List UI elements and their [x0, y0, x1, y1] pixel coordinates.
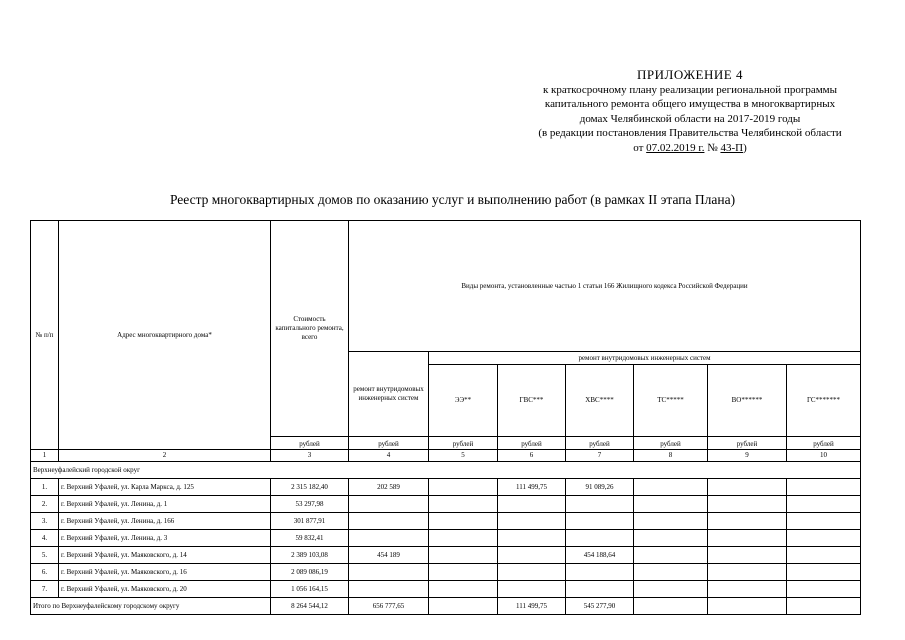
column-numbers-row	[31, 450, 861, 462]
document-title: Реестр многоквартирных домов по оказанию услуг и выполнению работ (в рамках II этапа Плана)	[169, 192, 736, 207]
unit-cell: рублей	[271, 437, 349, 450]
row-address: г. Верхний Уфалей, ул. Маяковского, д. 16	[59, 564, 271, 581]
row-hvs: 91 089,26	[566, 479, 634, 496]
row-ee	[429, 547, 498, 564]
unit-cell: рублей	[349, 437, 429, 450]
resolution-date: 07.02.2019 г.	[646, 141, 705, 154]
row-ee	[429, 564, 498, 581]
unit-cell: рублей	[566, 437, 634, 450]
column-number: 1	[31, 450, 59, 462]
row-vo	[708, 581, 787, 598]
header-ts: ТС*****	[634, 365, 708, 437]
row-cost: 2 389 103,08	[271, 547, 349, 564]
header-num: № п/п	[31, 221, 59, 450]
registry-table	[30, 220, 861, 615]
row-cost: 53 297,98	[271, 496, 349, 513]
unit-cell: рублей	[634, 437, 708, 450]
row-address: г. Верхний Уфалей, ул. Карла Маркса, д. 125	[59, 479, 271, 496]
column-number: 10	[787, 450, 861, 462]
header-row-1	[31, 221, 861, 352]
unit-cell: рублей	[708, 437, 787, 450]
row-ee	[429, 479, 498, 496]
row-gs	[787, 547, 861, 564]
appendix-header	[480, 68, 900, 155]
table-row	[31, 564, 861, 581]
row-internal-systems	[349, 513, 429, 530]
header-repair-types: Виды ремонта, установленные частью 1 статьи 166 Жилищного кодекса Российской Федерации	[349, 221, 861, 352]
row-ts	[634, 547, 708, 564]
resolution-number: 43-П	[720, 141, 744, 154]
total-gs	[787, 598, 861, 615]
header-hvs: ХВС****	[566, 365, 634, 437]
row-ts	[634, 496, 708, 513]
total-ts	[634, 598, 708, 615]
row-address: г. Верхний Уфалей, ул. Маяковского, д. 14	[59, 547, 271, 564]
row-gs	[787, 513, 861, 530]
row-hvs	[566, 513, 634, 530]
row-num: 5.	[31, 547, 59, 564]
row-internal-systems	[349, 564, 429, 581]
row-cost: 301 877,91	[271, 513, 349, 530]
row-num: 1.	[31, 479, 59, 496]
total-ee	[429, 598, 498, 615]
row-num: 3.	[31, 513, 59, 530]
row-hvs	[566, 530, 634, 547]
row-ee	[429, 581, 498, 598]
row-gvs	[498, 513, 566, 530]
row-hvs	[566, 564, 634, 581]
row-cost: 2 089 086,19	[271, 564, 349, 581]
row-ts	[634, 479, 708, 496]
header-ee: ЭЭ**	[429, 365, 498, 437]
total-cost: 8 264 544,12	[271, 598, 349, 615]
row-internal-systems	[349, 581, 429, 598]
column-number: 2	[59, 450, 271, 462]
column-number: 4	[349, 450, 429, 462]
row-vo	[708, 496, 787, 513]
table-row	[31, 581, 861, 598]
header-gs: ГС*******	[787, 365, 861, 437]
column-number: 9	[708, 450, 787, 462]
row-internal-systems	[349, 496, 429, 513]
column-number: 8	[634, 450, 708, 462]
appendix-line-1: к краткосрочному плану реализации региональной программы	[542, 83, 838, 96]
row-address: г. Верхний Уфалей, ул. Маяковского, д. 20	[59, 581, 271, 598]
row-gvs	[498, 530, 566, 547]
column-number: 3	[271, 450, 349, 462]
row-address: г. Верхний Уфалей, ул. Ленина, д. 1	[59, 496, 271, 513]
row-cost: 1 056 164,15	[271, 581, 349, 598]
row-address: г. Верхний Уфалей, ул. Ленина, д. 3	[59, 530, 271, 547]
header-address: Адрес многоквартирного дома*	[59, 221, 271, 450]
unit-cell: рублей	[498, 437, 566, 450]
unit-cell: рублей	[429, 437, 498, 450]
row-ts	[634, 581, 708, 598]
appendix-line-3: домах Челябинской области на 2017-2019 годы	[579, 112, 801, 125]
row-vo	[708, 530, 787, 547]
row-gs	[787, 581, 861, 598]
row-vo	[708, 513, 787, 530]
total-vo	[708, 598, 787, 615]
appendix-line-5	[480, 141, 900, 156]
row-gs	[787, 530, 861, 547]
row-gs	[787, 479, 861, 496]
total-internal: 656 777,65	[349, 598, 429, 615]
row-hvs: 454 188,64	[566, 547, 634, 564]
row-ee	[429, 530, 498, 547]
section-row	[31, 462, 861, 479]
row-hvs	[566, 581, 634, 598]
row-cost: 2 315 182,40	[271, 479, 349, 496]
column-number: 7	[566, 450, 634, 462]
row-ts	[634, 513, 708, 530]
appendix-line-5-suffix: )	[743, 141, 747, 154]
appendix-line-5-mid: №	[704, 141, 721, 154]
row-gvs	[498, 581, 566, 598]
row-gvs	[498, 496, 566, 513]
row-vo	[708, 547, 787, 564]
total-label: Итого по Верхнеуфалейскому городскому округу	[31, 598, 271, 615]
appendix-line-4: (в редакции постановления Правительства Челябинской области	[538, 127, 842, 139]
column-number: 6	[498, 450, 566, 462]
row-ts	[634, 530, 708, 547]
total-gvs: 111 499,75	[498, 598, 566, 615]
row-num: 4.	[31, 530, 59, 547]
table-row	[31, 513, 861, 530]
appendix-line-2: капитального ремонта общего имущества в многоквартирных	[544, 98, 836, 110]
header-gvs: ГВС***	[498, 365, 566, 437]
row-num: 6.	[31, 564, 59, 581]
row-gs	[787, 496, 861, 513]
header-cost: Стоимость капитального ремонта, всего	[271, 221, 349, 437]
appendix-title: ПРИЛОЖЕНИЕ 4	[637, 67, 743, 82]
row-gs	[787, 564, 861, 581]
table-row	[31, 547, 861, 564]
row-ee	[429, 513, 498, 530]
unit-cell: рублей	[787, 437, 861, 450]
row-num: 2.	[31, 496, 59, 513]
header-vo: ВО******	[708, 365, 787, 437]
appendix-line-5-prefix: от	[633, 141, 647, 154]
row-ts	[634, 564, 708, 581]
header-internal-systems: ремонт внутридомовых инженерных систем	[349, 352, 429, 437]
row-address: г. Верхний Уфалей, ул. Ленина, д. 166	[59, 513, 271, 530]
row-cost: 59 832,41	[271, 530, 349, 547]
row-num: 7.	[31, 581, 59, 598]
row-hvs	[566, 496, 634, 513]
total-hvs: 545 277,90	[566, 598, 634, 615]
row-internal-systems: 202 589	[349, 479, 429, 496]
row-ee	[429, 496, 498, 513]
total-row	[31, 598, 861, 615]
row-gvs	[498, 547, 566, 564]
row-vo	[708, 564, 787, 581]
row-gvs	[498, 564, 566, 581]
row-gvs: 111 499,75	[498, 479, 566, 496]
row-internal-systems	[349, 530, 429, 547]
header-internal-systems-group: ремонт внутридомовых инженерных систем	[429, 352, 861, 365]
table-row	[31, 496, 861, 513]
row-internal-systems: 454 189	[349, 547, 429, 564]
column-number: 5	[429, 450, 498, 462]
section-title: Верхнеуфалейский городской округ	[31, 462, 861, 479]
table-row	[31, 479, 861, 496]
table-row	[31, 530, 861, 547]
row-vo	[708, 479, 787, 496]
